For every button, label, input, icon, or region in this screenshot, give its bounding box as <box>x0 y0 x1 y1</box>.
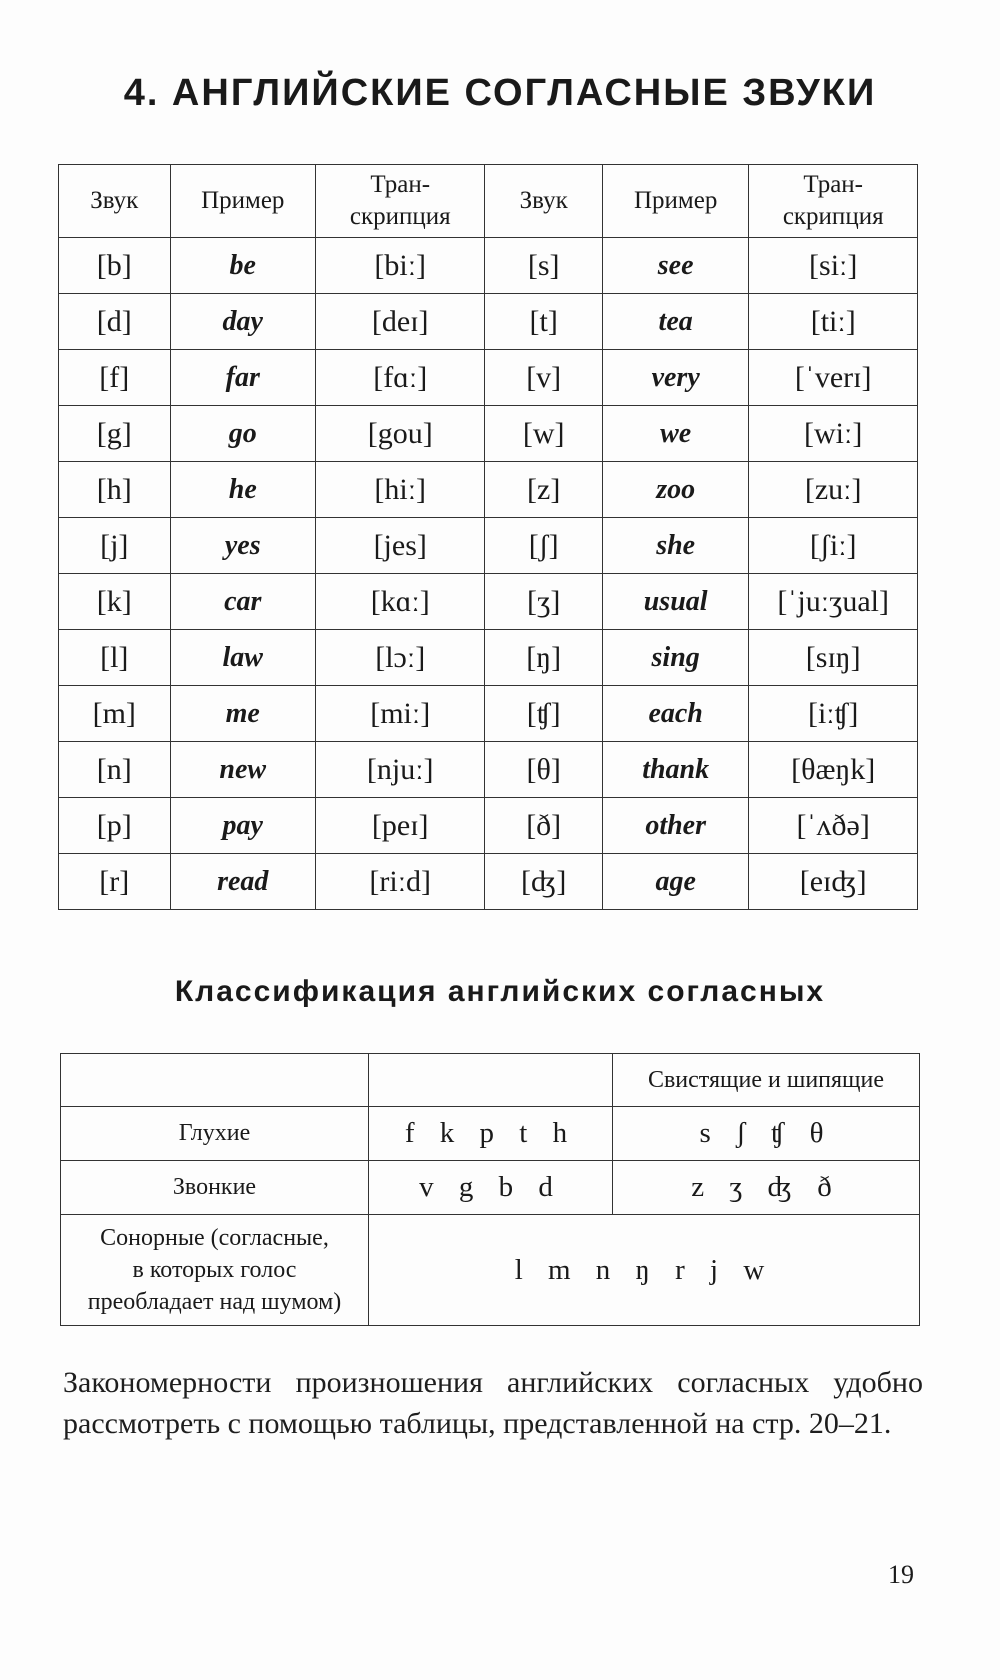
sound-cell: [f] <box>59 350 171 406</box>
empty-cell <box>61 1054 369 1107</box>
transcription-cell: [θæŋk] <box>749 742 918 798</box>
body-paragraph: Закономерности произношения английских согласных удобно рассмотреть с помощью таблицы, представленной на стр. 20–21. <box>63 1366 923 1440</box>
consonant-row <box>59 462 918 518</box>
consonant-row <box>59 294 918 350</box>
consonants-table <box>58 164 918 910</box>
example-cell: we <box>602 406 749 462</box>
classification-header-row <box>61 1054 920 1107</box>
example-cell: pay <box>170 798 316 854</box>
transcription-cell: [iːʧ] <box>749 686 918 742</box>
example-cell: age <box>602 854 749 910</box>
example-cell: she <box>602 518 749 574</box>
example-cell: me <box>170 686 316 742</box>
example-cell: tea <box>602 294 749 350</box>
consonants-header-row <box>59 165 918 238</box>
sound-cell: [l] <box>59 630 171 686</box>
consonant-row <box>59 406 918 462</box>
transcription-cell: [ˈʌðə] <box>749 798 918 854</box>
sound-cell: [r] <box>59 854 171 910</box>
sound-cell: [j] <box>59 518 171 574</box>
sonorant-label-line1: Сонорные (согласные, <box>100 1225 329 1251</box>
transcription-cell: [ˈverɪ] <box>749 350 918 406</box>
sound-cell: [ð] <box>485 798 602 854</box>
sound-cell: [ʤ] <box>485 854 602 910</box>
example-cell: each <box>602 686 749 742</box>
example-cell: usual <box>602 574 749 630</box>
consonant-row <box>59 630 918 686</box>
classification-title: Классификация английских согласных <box>174 975 826 1008</box>
sound-cell: [z] <box>485 462 602 518</box>
sound-cell: [s] <box>485 238 602 294</box>
sonorant-label-line2: в которых голос <box>132 1257 297 1283</box>
consonant-row <box>59 350 918 406</box>
header-transcription <box>316 165 485 238</box>
sound-cell: [w] <box>485 406 602 462</box>
sonorant-label-line3: преобладает над шумом) <box>87 1289 342 1315</box>
header-sound: Звук <box>485 165 602 238</box>
transcription-cell: [ʃiː] <box>749 518 918 574</box>
transcription-cell: [sɪŋ] <box>749 630 918 686</box>
row-sounds: f k p t h <box>369 1107 613 1161</box>
page-title: 4. АНГЛИЙСКИЕ СОГЛАСНЫЕ ЗВУКИ <box>123 72 877 114</box>
example-cell: law <box>170 630 316 686</box>
example-cell: zoo <box>602 462 749 518</box>
example-cell: he <box>170 462 316 518</box>
consonant-row <box>59 742 918 798</box>
sound-cell: [ʃ] <box>485 518 602 574</box>
transcription-cell: [njuː] <box>316 742 485 798</box>
sound-cell: [ŋ] <box>485 630 602 686</box>
transcription-cell: [siː] <box>749 238 918 294</box>
transcription-cell: [hiː] <box>316 462 485 518</box>
example-cell: be <box>170 238 316 294</box>
row-sounds: v g b d <box>369 1161 613 1215</box>
classification-row-voiced <box>61 1161 920 1215</box>
transcription-cell: [biː] <box>316 238 485 294</box>
header-transcription-line2: скрипция <box>782 203 884 230</box>
example-cell: other <box>602 798 749 854</box>
consonant-row <box>59 518 918 574</box>
sound-cell: [t] <box>485 294 602 350</box>
example-cell: new <box>170 742 316 798</box>
header-transcription-line1: Тран- <box>803 171 864 198</box>
example-cell: very <box>602 350 749 406</box>
consonant-row <box>59 854 918 910</box>
sound-cell: [θ] <box>485 742 602 798</box>
row-hissing-sounds: s ʃ ʧ θ <box>613 1107 920 1161</box>
example-cell: sing <box>602 630 749 686</box>
transcription-cell: [deɪ] <box>316 294 485 350</box>
header-transcription-line2: скрипция <box>349 203 451 230</box>
sound-cell: [p] <box>59 798 171 854</box>
transcription-cell: [peɪ] <box>316 798 485 854</box>
example-cell: far <box>170 350 316 406</box>
sound-cell: [h] <box>59 462 171 518</box>
sound-cell: [g] <box>59 406 171 462</box>
row-label: Глухие <box>61 1107 369 1161</box>
row-hissing-sounds: z ʒ ʤ ð <box>613 1161 920 1215</box>
empty-cell <box>369 1054 613 1107</box>
consonant-row <box>59 574 918 630</box>
example-cell: see <box>602 238 749 294</box>
sound-cell: [b] <box>59 238 171 294</box>
transcription-cell: [gou] <box>316 406 485 462</box>
sound-cell: [ʒ] <box>485 574 602 630</box>
header-example: Пример <box>602 165 749 238</box>
example-cell: read <box>170 854 316 910</box>
header-example: Пример <box>170 165 316 238</box>
transcription-cell: [fɑː] <box>316 350 485 406</box>
consonant-row <box>59 238 918 294</box>
header-transcription-line1: Тран- <box>370 171 431 198</box>
classification-table <box>60 1053 920 1326</box>
transcription-cell: [tiː] <box>749 294 918 350</box>
sonorant-sounds: l m n ŋ r j w <box>369 1215 920 1326</box>
consonants-table-body <box>59 238 918 910</box>
sonorant-label <box>61 1215 369 1326</box>
transcription-cell: [wiː] <box>749 406 918 462</box>
classification-row-sonorant <box>61 1215 920 1326</box>
header-hissing: Свистящие и шипящие <box>613 1054 920 1107</box>
row-label: Звонкие <box>61 1161 369 1215</box>
example-cell: day <box>170 294 316 350</box>
consonant-row <box>59 798 918 854</box>
page-number: 19 <box>888 1560 914 1589</box>
transcription-cell: [eɪʤ] <box>749 854 918 910</box>
transcription-cell: [riːd] <box>316 854 485 910</box>
transcription-cell: [lɔː] <box>316 630 485 686</box>
transcription-cell: [kɑː] <box>316 574 485 630</box>
sound-cell: [ʧ] <box>485 686 602 742</box>
classification-row-voiceless <box>61 1107 920 1161</box>
transcription-cell: [ˈjuːʒual] <box>749 574 918 630</box>
header-sound: Звук <box>59 165 171 238</box>
sound-cell: [m] <box>59 686 171 742</box>
transcription-cell: [miː] <box>316 686 485 742</box>
example-cell: yes <box>170 518 316 574</box>
header-transcription <box>749 165 918 238</box>
sound-cell: [d] <box>59 294 171 350</box>
example-cell: thank <box>602 742 749 798</box>
sound-cell: [n] <box>59 742 171 798</box>
example-cell: go <box>170 406 316 462</box>
transcription-cell: [jes] <box>316 518 485 574</box>
sound-cell: [k] <box>59 574 171 630</box>
transcription-cell: [zuː] <box>749 462 918 518</box>
consonant-row <box>59 686 918 742</box>
sound-cell: [v] <box>485 350 602 406</box>
example-cell: car <box>170 574 316 630</box>
